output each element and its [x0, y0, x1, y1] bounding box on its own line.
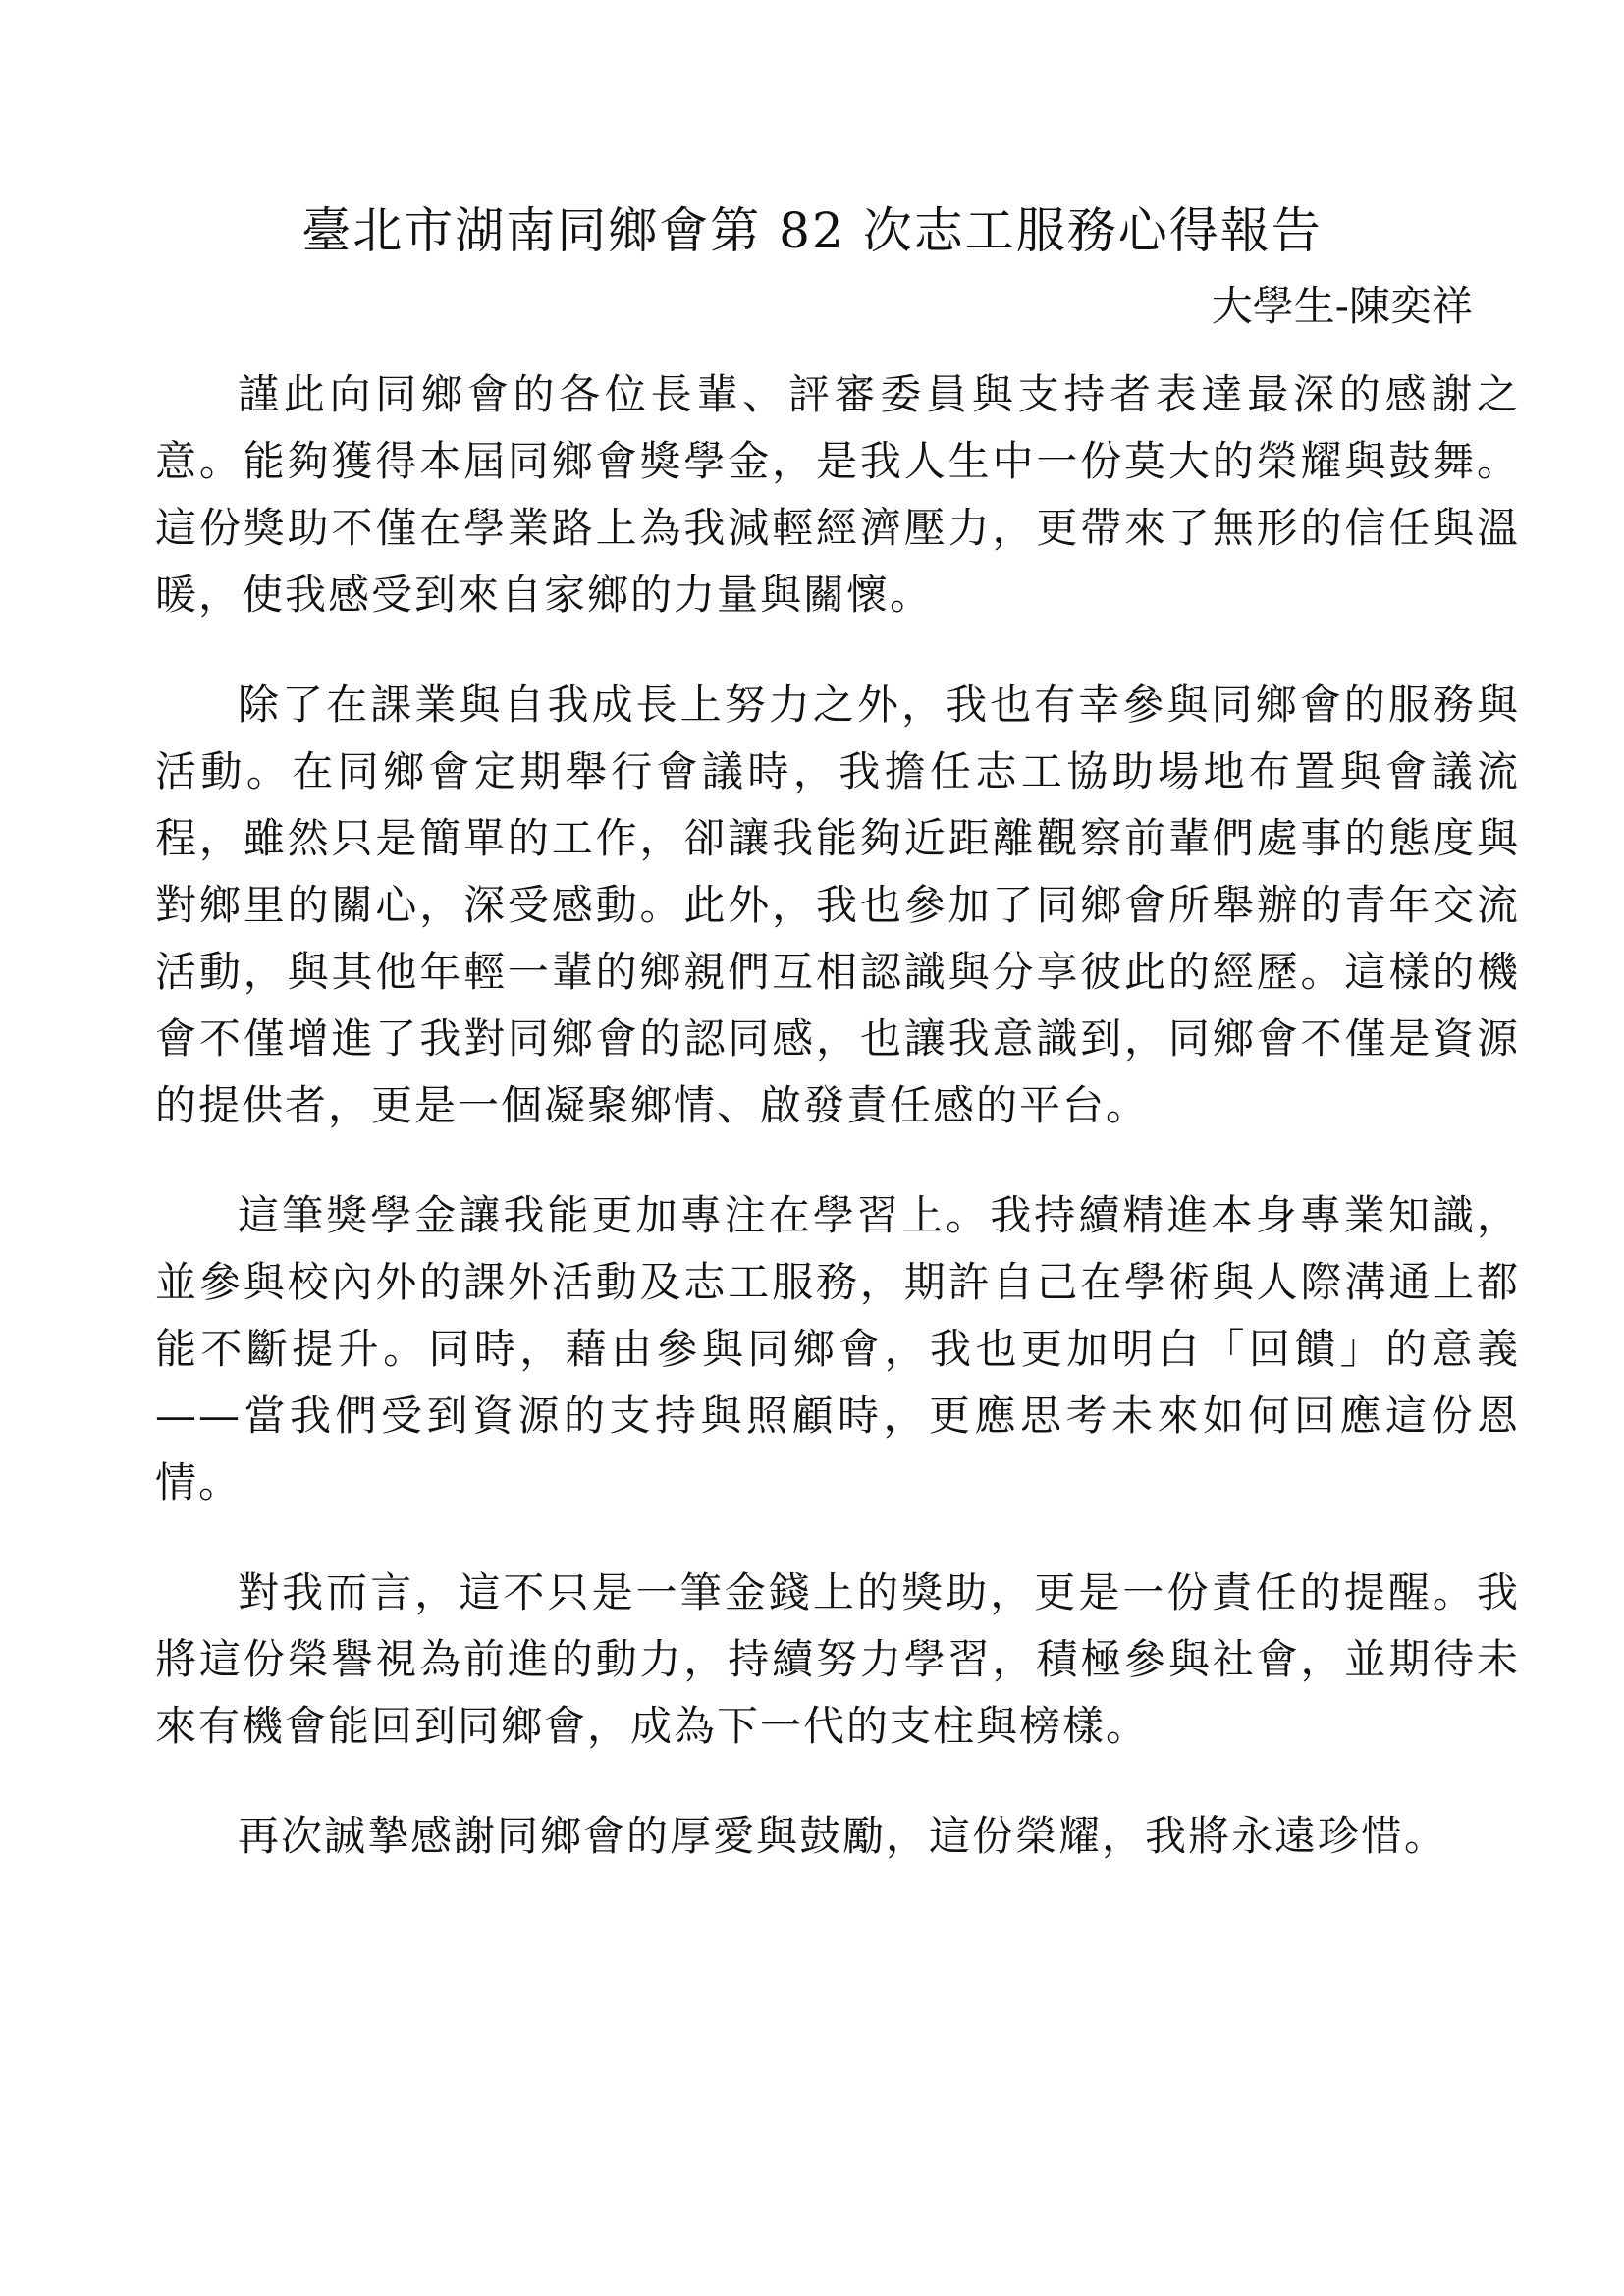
- paragraph-volunteer-service: 除了在課業與自我成長上努力之外，我也有幸參與同鄉會的服務與活動。在同鄉會定期舉行會議時，我擔任志工協助場地布置與會議流程，雖然只是簡單的工作，卻讓我能夠近距離觀察前輩們處事的態度與對鄉里的關心，深受感動。此外，我也參加了同鄉會所舉辦的青年交流活動，與其他年輕一輩的鄉親們互相認識與分享彼此的經歷。這樣的機會不僅增進了我對同鄉會的認同感，也讓我意識到，同鄉會不僅是資源的提供者，更是一個凝聚鄉情、啟發責任感的平台。: [155, 681, 1520, 1129]
- paragraph-closing: 再次誠摯感謝同鄉會的厚愛與鼓勵，這份榮耀，我將永遠珍惜。: [238, 1812, 1448, 1860]
- author-line: 大學生-陳奕祥: [1211, 282, 1473, 330]
- paragraph-scholarship-impact: 這筆獎學金讓我能更加專注在學習上。我持續精進本身專業知識，並參與校內外的課外活動及志工服務，期許自己在學術與人際溝通上都能不斷提升。同時，藉由參與同鄉會，我也更加明白「回饋」的意義——當我們受到資源的支持與照顧時，更應思考未來如何回應這份恩情。: [155, 1191, 1520, 1506]
- paragraph-gratitude: 謹此向同鄉會的各位長輩、評審委員與支持者表達最深的感謝之意。能夠獲得本屆同鄉會獎學金，是我人生中一份莫大的榮耀與鼓舞。這份獎助不僅在學業路上為我減輕經濟壓力，更帶來了無形的信任與溫暖，使我感受到來自家鄉的力量與關懷。: [155, 370, 1520, 619]
- document-body: [155, 361, 1520, 1913]
- paragraph-responsibility: 對我而言，這不只是一筆金錢上的獎助，更是一份責任的提醒。我將這份榮譽視為前進的動力，持續努力學習，積極參與社會，並期待未來有機會能回到同鄉會，成為下一代的支柱與榜樣。: [155, 1568, 1520, 1750]
- document-title: 臺北市湖南同鄉會第 82 次志工服務心得報告: [301, 202, 1323, 259]
